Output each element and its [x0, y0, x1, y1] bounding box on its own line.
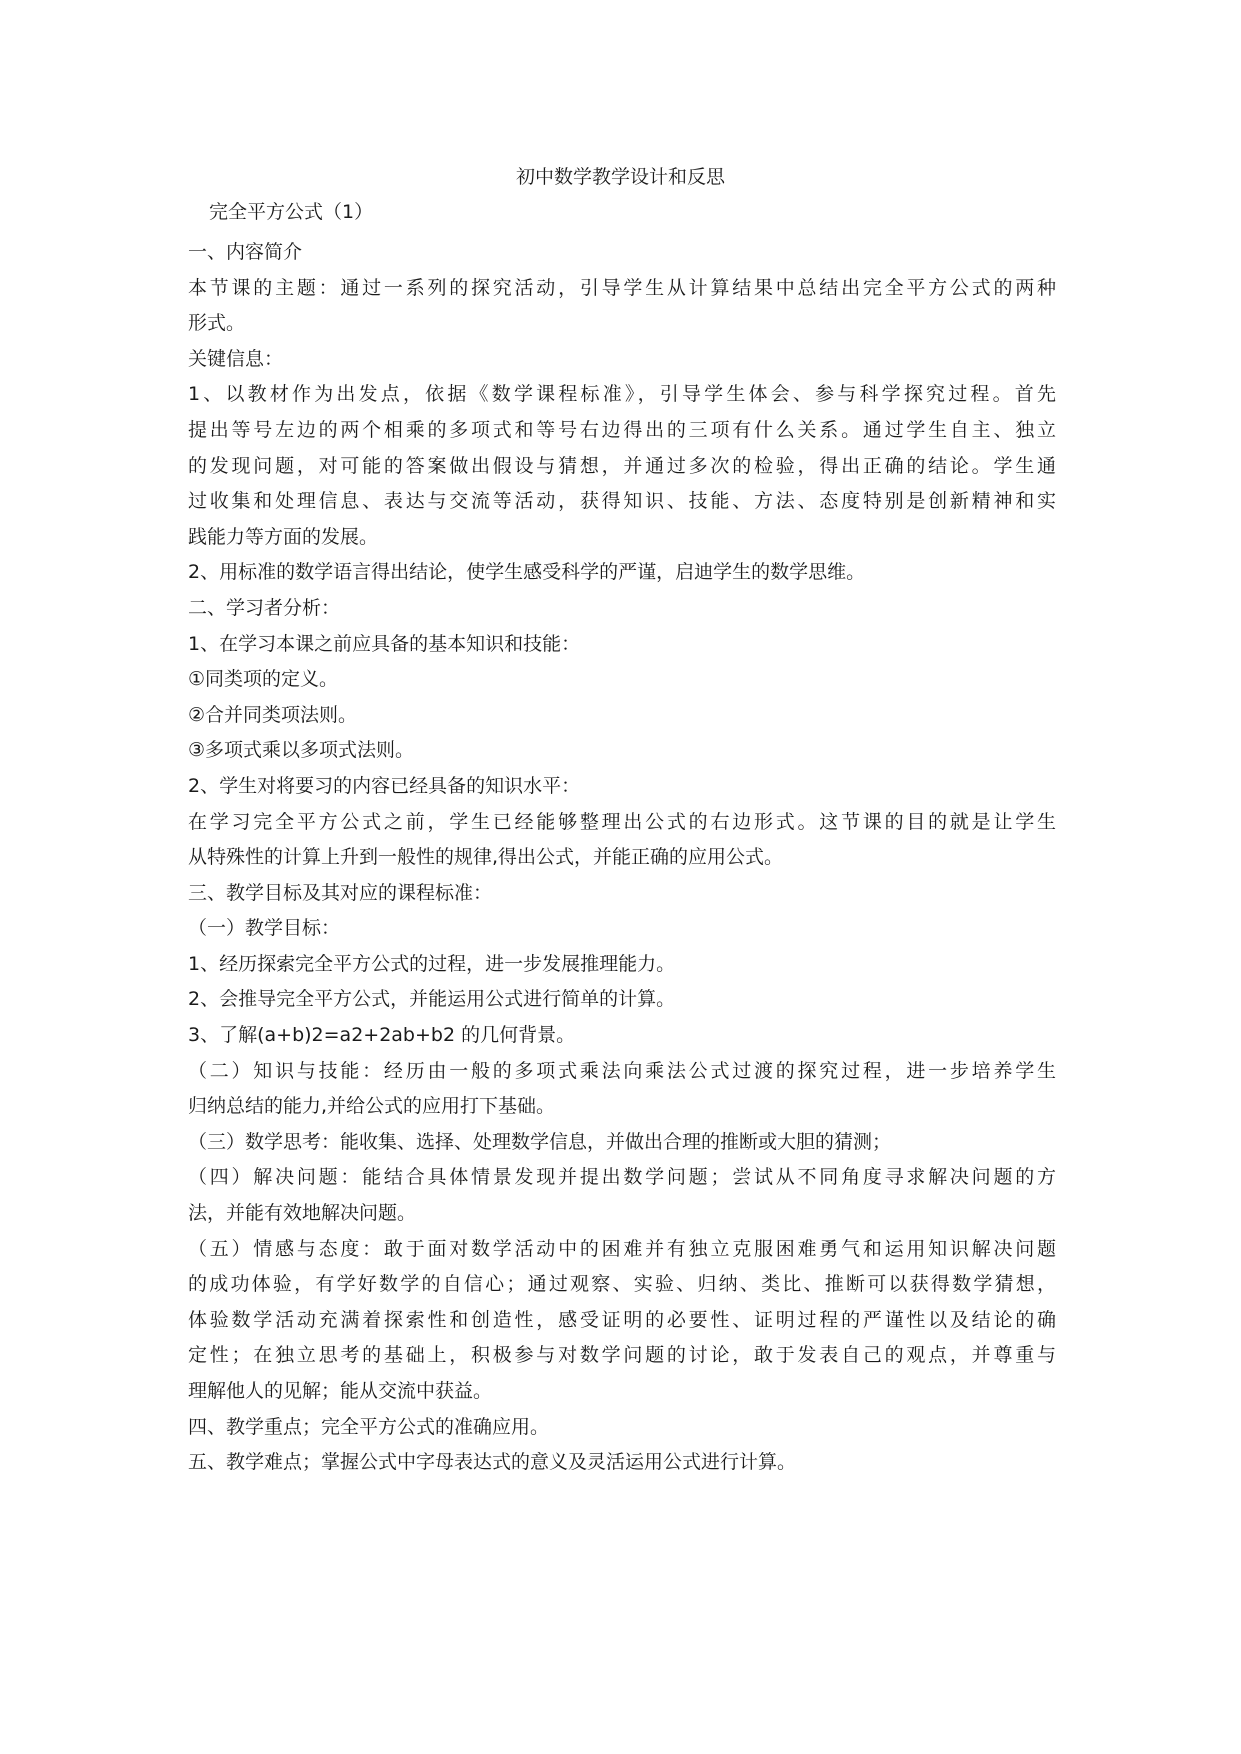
paragraph-line: 3、了解(a+b)2=a2+2ab+b2 的几何背景。 [188, 1024, 576, 1047]
paragraph-line: 归纳总结的能力,并给公式的应用打下基础。 [188, 1095, 556, 1118]
paragraph-line: ③多项式乘以多项式法则。 [188, 739, 415, 762]
paragraph-line: 的成功体验，有学好数学的自信心；通过观察、实验、归纳、类比、推断可以获得数学猜想， [188, 1273, 1056, 1296]
paragraph-line: 定性；在独立思考的基础上，积极参与对数学问题的讨论，敢于发表自己的观点，并尊重与 [188, 1344, 1056, 1367]
paragraph-line: 过收集和处理信息、表达与交流等活动，获得知识、技能、方法、态度特别是创新精神和实 [188, 490, 1056, 513]
paragraph-line: 体验数学活动充满着探索性和创造性，感受证明的必要性、证明过程的严谨性以及结论的确 [188, 1308, 1056, 1331]
paragraph-line: 在学习完全平方公式之前，学生已经能够整理出公式的右边形式。这节课的目的就是让学生 [188, 810, 1056, 833]
document-body [188, 235, 1056, 1481]
paragraph-line: 践能力等方面的发展。 [188, 525, 379, 548]
paragraph-line: 一、内容简介 [188, 241, 303, 263]
paragraph-line: ②合并同类项法则。 [188, 703, 358, 726]
paragraph-line: 形式。 [188, 312, 246, 335]
paragraph-line: 关键信息： [188, 347, 284, 370]
paragraph-line: 1、在学习本课之前应具备的基本知识和技能： [188, 632, 581, 655]
paragraph-line: （二）知识与技能：经历由一般的多项式乘法向乘法公式过渡的探究过程，进一步培养学生 [188, 1059, 1056, 1082]
paragraph-line: 从特殊性的计算上升到一般性的规律,得出公式，并能正确的应用公式。 [188, 846, 784, 869]
paragraph-line: 三、教学目标及其对应的课程标准： [188, 881, 493, 904]
paragraph-line: （三）数学思考：能收集、选择、处理数学信息，并做出合理的推断或大胆的猜测； [188, 1130, 892, 1153]
paragraph-line: 的发现问题，对可能的答案做出假设与猜想，并通过多次的检验，得出正确的结论。学生通 [188, 454, 1056, 477]
paragraph-line: 2、用标准的数学语言得出结论，使学生感受科学的严谨，启迪学生的数学思维。 [188, 561, 866, 584]
paragraph-line: 本节课的主题：通过一系列的探究活动，引导学生从计算结果中总结出完全平方公式的两种 [188, 276, 1056, 299]
paragraph-line: 四、教学重点；完全平方公式的准确应用。 [188, 1415, 550, 1438]
paragraph-line: 理解他人的见解；能从交流中获益。 [188, 1380, 493, 1402]
paragraph-line: （四）解决问题：能结合具体情景发现并提出数学问题；尝试从不同角度寻求解决问题的方 [188, 1166, 1056, 1189]
paragraph-line: （五）情感与态度：敢于面对数学活动中的困难并有独立克服困难勇气和运用知识解决问题 [188, 1237, 1056, 1260]
paragraph-line: ①同类项的定义。 [188, 668, 339, 691]
paragraph-line: （一）教学目标： [188, 917, 341, 940]
paragraph-line: 2、学生对将要习的内容已经具备的知识水平： [188, 774, 581, 797]
paragraph-line: 二、学习者分析： [188, 596, 341, 619]
paragraph-line: 提出等号左边的两个相乘的多项式和等号右边得出的三项有什么关系。通过学生自主、独立 [188, 418, 1056, 441]
lesson-subtitle: 完全平方公式（1） [209, 201, 374, 223]
paragraph-line: 1、经历探索完全平方公式的过程，进一步发展推理能力。 [188, 952, 676, 975]
paragraph-line: 五、教学难点；掌握公式中字母表达式的意义及灵活运用公式进行计算。 [188, 1451, 797, 1474]
paragraph-line: 法，并能有效地解决问题。 [188, 1202, 417, 1225]
paragraph-line: 2、会推导完全平方公式，并能运用公式进行简单的计算。 [188, 988, 676, 1011]
paragraph-line: 1、以教材作为出发点，依据《数学课程标准》，引导学生体会、参与科学探究过程。首先 [188, 383, 1056, 406]
document-title: 初中数学教学设计和反思 [515, 166, 725, 188]
